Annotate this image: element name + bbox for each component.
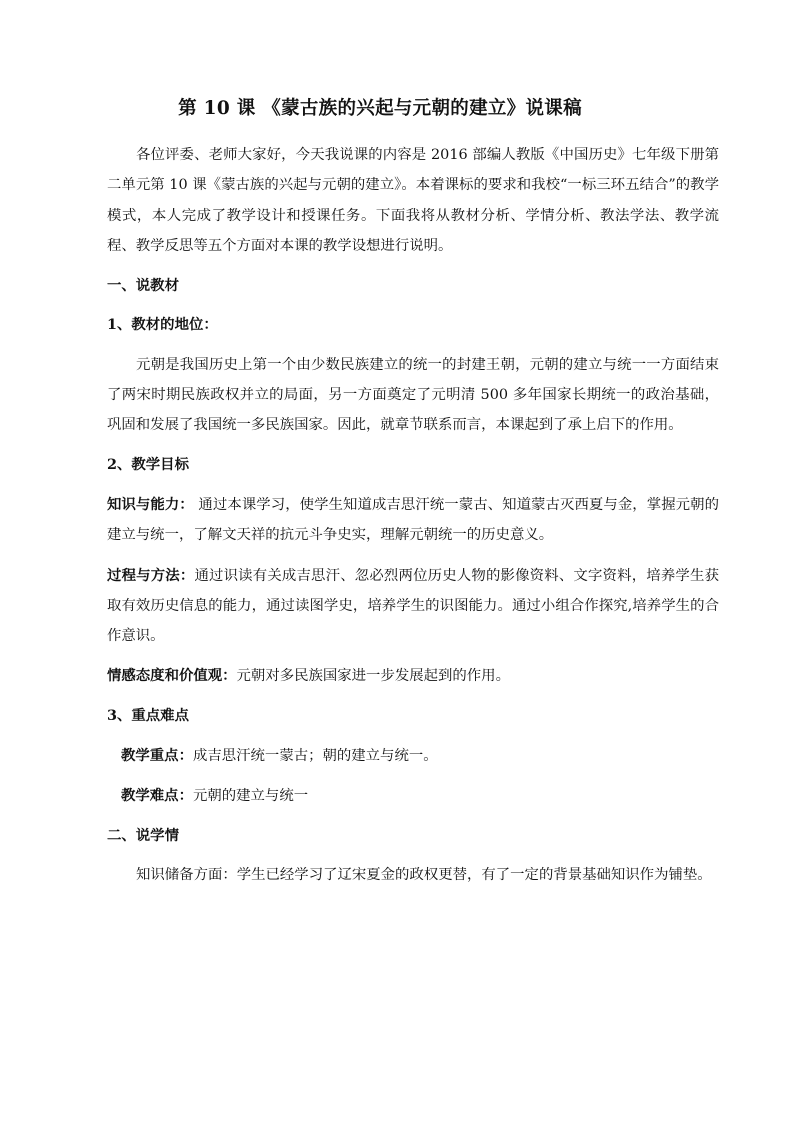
key-point-difficulty <box>107 781 719 811</box>
key-point-label: 教学重点： <box>121 747 193 765</box>
goal-label: 过程与方法： <box>107 566 195 584</box>
subheading-teaching-goals: 2、教学目标 <box>107 455 189 473</box>
goal-knowledge-ability <box>107 490 719 551</box>
section-heading-textbook: 一、说教材 <box>107 277 179 295</box>
students-paragraph: 知识储备方面：学生已经学习了辽宋夏金的政权更替，有了一定的背景基础知识作为铺垫。 <box>136 866 712 883</box>
key-point-label: 教学难点： <box>121 787 193 805</box>
page-title: 第 10 课 《蒙古族的兴起与元朝的建立》说课稿 <box>178 98 582 119</box>
goal-label: 知识与能力： <box>107 495 194 513</box>
section-heading-students: 二、说学情 <box>107 826 179 844</box>
key-point-text: 元朝的建立与统一 <box>192 788 309 805</box>
key-point-focus <box>107 741 719 771</box>
textbook-position-paragraph: 元朝是我国历史上第一个由少数民族建立的统一的封建王朝，元朝的建立与统一一方面结束了两宋时期民族政权并立的局面，另一方面奠定了元明清 500 多年国家长期统一的政治基础，巩固和发展了我国统一多民族国家。因此，就章节联系而言，本课起到了承上启下的作用。 <box>107 356 719 434</box>
goal-text: 通过识读有关成吉思汗、忽必烈两位历史人物的影像资料、文字资料，培养学生获取有效历史信息的能力，通过读图学史，培养学生的识图能力。通过小组合作探究,培养学生的合作意识。 <box>107 567 719 645</box>
subheading-textbook-position: 1、教材的地位： <box>107 316 218 334</box>
document-body <box>107 140 719 890</box>
key-point-text: 成吉思汗统一蒙古；朝的建立与统一。 <box>192 748 438 765</box>
goal-process-method <box>107 561 719 652</box>
goal-label: 情感态度和价值观： <box>107 667 237 685</box>
intro-paragraph: 各位评委、老师大家好，今天我说课的内容是 2016 部编人教版《中国历史》七年级下册第二单元第 10 课《蒙古族的兴起与元朝的建立》。本着课标的要求和我校“一标三环五结合”的教学模式，本人完成了教学设计和授课任务。下面我将从教材分析、学情分析、教法学法、教学流程、教学反思等五个方面对本课的教学设想进行说明。 <box>107 147 719 254</box>
goal-text: 元朝对多民族国家进一步发展起到的作用。 <box>236 668 510 685</box>
subheading-key-points: 3、重点难点 <box>107 706 189 724</box>
goal-text: 通过本课学习，使学生知道成吉思汗统一蒙古、知道蒙古灭西夏与金，掌握元朝的建立与统一，了解文天祥的抗元斗争史实，理解元朝统一的历史意义。 <box>107 496 719 544</box>
goal-emotion-values <box>107 661 719 691</box>
